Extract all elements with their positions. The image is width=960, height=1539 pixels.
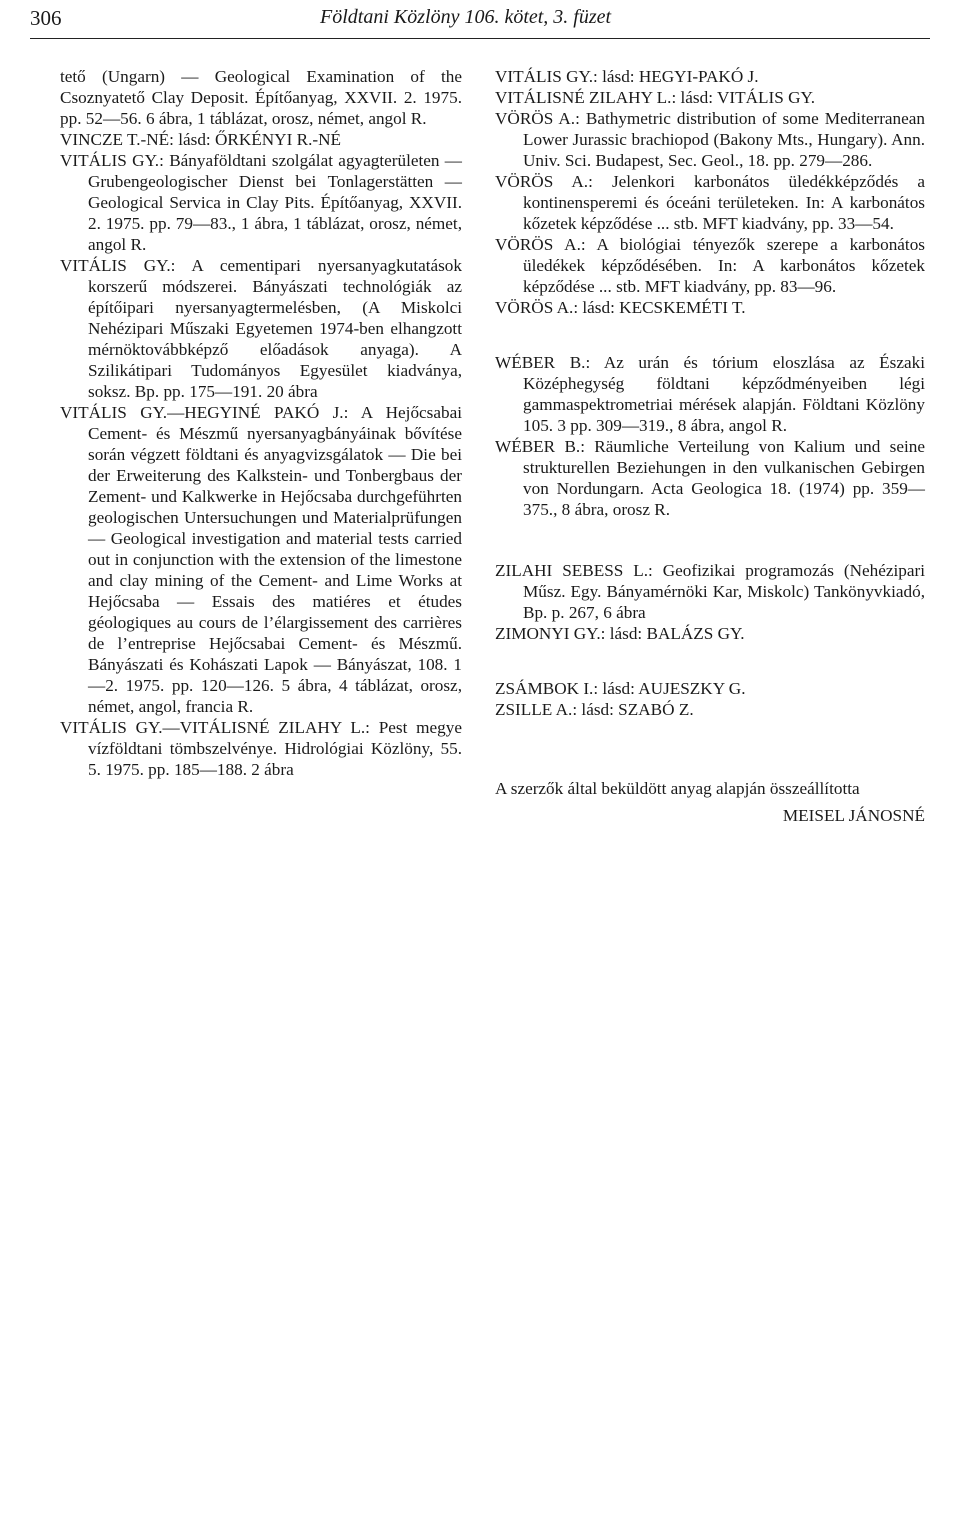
page-number: 306 xyxy=(30,6,62,30)
entry-author: VITÁLIS GY.—HEGYINÉ PAKÓ J. xyxy=(60,403,344,422)
compiler-note: A szerzők által beküldött anyag alapján összeállította xyxy=(495,779,860,798)
bibliography-entry xyxy=(60,717,467,780)
entry-author: VINCZE T.-NÉ xyxy=(60,130,170,149)
entry-text: : A cementipari nyersanyagkutatások korszerű módszerei. Bányászati technológiák az építőipari nyersanyagtermelésben, (A Miskolci Nehézipari Műszaki Egyetemen 1974-ben elhangzott mérnöktovábbképző előadások anyaga). A Szilikátipari Tudományos Egyesület kiadványa, soksz. Bp. pp. 175—191. 20 ábra xyxy=(88,256,467,401)
bibliography-entry xyxy=(495,352,930,436)
bibliography-entry xyxy=(60,129,462,150)
bibliography-entry xyxy=(495,234,930,297)
bibliography-entry xyxy=(495,171,930,234)
entry-text: : Az urán és tórium eloszlása az Északi Középhegység földtani képződményeiben légi gammaspektrometriai mérések alapján. Földtani Közlöny 105. 3 pp. 309—319., 8 ábra, angol R. xyxy=(523,353,930,435)
entry-author: VÖRÖS A. xyxy=(495,172,589,191)
compiler-name: MEISEL JÁNOSNÉ xyxy=(782,806,925,825)
right-column xyxy=(495,66,930,826)
entry-author: WÉBER B. xyxy=(495,437,581,456)
bibliography-entry xyxy=(495,560,930,623)
entry-author: VITÁLIS GY. xyxy=(60,151,160,170)
entry-text: tető (Ungarn) — Geological Examination of the Csoznyatető Clay Deposit. Építőanyag, XXVII. 2. 1975. pp. 52—56. 6 ábra, 1 táblázat, orosz, német, angol R. xyxy=(60,67,467,128)
running-title: Földtani Közlöny 106. kötet, 3. füzet xyxy=(320,6,612,28)
entry-text: : Geofizikai programozás (Nehézipari Műsz. Egy. Bányamérnöki Kar, Miskolc) Tankönyvkiadó, Bp. p. 267, 6 ábra xyxy=(523,561,930,622)
bibliography-entry xyxy=(495,297,925,318)
entry-author: ZILAHI SEBESS L. xyxy=(495,561,649,580)
entry-author: VÖRÖS A. xyxy=(495,109,576,128)
entry-author: ZIMONYI GY. xyxy=(495,624,601,643)
bibliography-entry xyxy=(495,699,925,720)
page-header xyxy=(30,4,930,39)
entry-text: : lásd: AUJESZKY G. xyxy=(593,679,746,698)
bibliography-entry xyxy=(495,623,925,644)
entry-text: : A biológiai tényezők szerepe a karbonátos üledékek képződésében. In: A karbonátos kőzetek képződése ... stb. MFT kiadvány, pp. 83—96. xyxy=(523,235,930,296)
entry-text: : lásd: KECSKEMÉTI T. xyxy=(573,298,746,317)
bibliography-entry xyxy=(60,402,467,717)
bibliography-entry xyxy=(495,87,925,108)
entry-author: WÉBER B. xyxy=(495,353,586,372)
entry-text: : Bathymetric distribution of some Mediterranean Lower Jurassic brachiopod (Bakony Mts., Hungary). Ann. Univ. Sci. Budapest, Sec. Geol., 18. pp. 279—286. xyxy=(523,109,930,170)
entry-text: : Bányaföldtani szolgálat agyagterületen — Grubengeologischer Dienst bei Tonlagerstätten — Geological Servica in Clay Pits. Építőanyag, XXVII. 2. 1975. pp. 79—83., 1 ábra, 1 táblázat, orosz, német, angol R. xyxy=(88,151,467,254)
entry-text: : A Hejőcsabai Cement- és Mészmű nyersanyagbányáinak bővítése során végzett földtani és anyagvizsgálatok — Die bei der Erweiterung des Kalkstein- und Tonbergbaus der Zement- und Kalkwerke in Hejőcsaba durchgeführten geologischen Untersuchungen und Materialprüfungen — Geological investigation and material tests carried out in conjunction with the extension of the limestone and clay mining of the Cement- and Lime Works at Hejőcsaba — Essais des matiéres et études géologiques au cours de l’élargissement des carrières de l’entreprise Hejőcsabai Cement- és Mészmű. Bányászati és Kohászati Lapok — Bányászat, 108. 1—2. 1975. pp. 120—126. 5 ábra, 4 táblázat, orosz, német, angol, francia R. xyxy=(88,403,467,716)
entry-text: : Räumliche Verteilung von Kalium und seine strukturellen Beziehungen in den vulkanischen Gebirgen von Nordungarn. Acta Geologica 18. (1974) pp. 359—375., 8 ábra, orosz R. xyxy=(523,437,930,519)
bibliography-entry xyxy=(60,66,467,129)
left-column xyxy=(60,66,467,780)
entry-author: VÖRÖS A. xyxy=(495,298,574,317)
entry-text: : lásd: ŐRKÉNYI R.-NÉ xyxy=(169,130,342,149)
entry-author: VÖRÖS A. xyxy=(495,235,581,254)
bibliography-entry xyxy=(495,678,925,699)
bibliography-entry xyxy=(495,66,925,87)
bibliography-entry xyxy=(495,108,930,171)
entry-text: : lásd: HEGYI-PAKÓ J. xyxy=(593,67,759,86)
entry-author: ZSILLE A. xyxy=(495,700,573,719)
entry-author: VITÁLIS GY. xyxy=(495,67,594,86)
entry-text: : lásd: BALÁZS GY. xyxy=(600,624,745,643)
entry-text: : lásd: VITÁLIS GY. xyxy=(671,88,816,107)
entry-author: ZSÁMBOK I. xyxy=(495,679,594,698)
entry-author: VITÁLIS GY.—VITÁLISNÉ ZILAHY L. xyxy=(60,718,366,737)
bibliography-entry xyxy=(60,255,467,402)
entry-author: VITÁLISNÉ ZILAHY L. xyxy=(495,88,672,107)
entry-author: VITÁLIS GY. xyxy=(60,256,171,275)
entry-text: : Pest megye vízföldtani tömbszelvénye. Hidrológiai Közlöny, 55. 5. 1975. pp. 185—188. 2 ábra xyxy=(88,718,467,779)
bibliography-entry xyxy=(60,150,467,255)
bibliography-entry xyxy=(495,436,930,520)
entry-text: : lásd: SZABÓ Z. xyxy=(572,700,694,719)
entry-text: : Jelenkori karbonátos üledékképződés a kontinensperemi és óceáni területeken. In: A karbonátos kőzetek képződése ... stb. MFT kiadvány, pp. 33—54. xyxy=(523,172,930,233)
